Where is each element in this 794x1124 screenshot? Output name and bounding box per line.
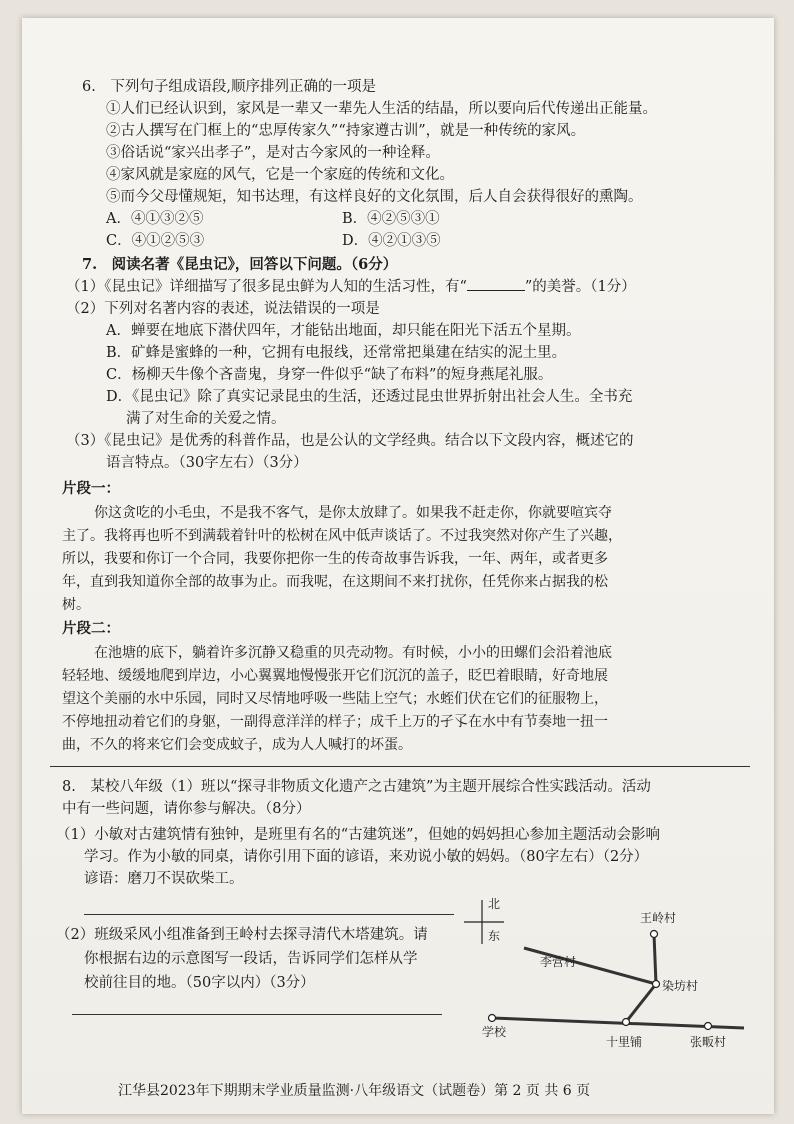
q8-stem-line1: 8. 某校八年级（1）班以“探寻非物质文化遗产之古建筑”为主题开展综合性实践活动。活动 bbox=[62, 779, 651, 795]
compass-east-label: 东 bbox=[488, 929, 501, 943]
q8-sub1-line1: （1）小敏对古建筑情有独钟，是班里有名的“古建筑迷”，但她的妈妈担心参加主题活动会影响 bbox=[56, 827, 661, 843]
node-shilipu bbox=[623, 1019, 630, 1026]
q7-stem: 7. 阅读名著《昆虫记》，回答以下问题。（6分） bbox=[82, 256, 398, 273]
q6-option-c: C．④①②⑤③ bbox=[106, 233, 205, 249]
place-label: 李营村 bbox=[540, 955, 577, 969]
fragment-2-title: 片段二： bbox=[62, 620, 120, 637]
q6-option-b: B．④②⑤③① bbox=[342, 211, 440, 227]
q6-stem: 6. 下列句子组成语段,顺序排列正确的一项是 bbox=[82, 79, 376, 95]
compass-north-label: 北 bbox=[488, 897, 501, 911]
fragment-1-line: 年，直到我知道你全部的故事为止。而我呢，在这期间不来打扰你，任凭你来占据我的松 bbox=[62, 574, 608, 590]
q8-stem-line2: 中有一些问题，请你参与解决。（8分） bbox=[62, 801, 311, 817]
q8-sub2-line2: 你根据右边的示意图写一段话，告诉同学们怎样从学 bbox=[84, 951, 418, 967]
q7-option-b: B．矿蜂是蜜蜂的一种，它拥有电报线，还常常把巢建在结实的泥土里。 bbox=[106, 345, 567, 361]
fragment-1-line: 主了。我将再也听不到满载着针叶的松树在风中低声谈话了。不过我突然对你产生了兴趣， bbox=[62, 528, 622, 544]
fragment-1-line: 所以，我要和你订一个合同，我要你把你一生的传奇故事告诉我，一年、两年，或者更多 bbox=[62, 551, 608, 567]
node-ranfang bbox=[653, 981, 660, 988]
fragment-2-line: 在池塘的底下，躺着许多沉静又稳重的贝壳动物。有时候，小小的田螺们会沿着池底 bbox=[94, 645, 612, 661]
node-school bbox=[489, 1015, 496, 1022]
q7-sub2: （2）下列对名著内容的表述，说法错误的一项是 bbox=[66, 301, 380, 317]
q8-sub1-proverb: 谚语：磨刀不误砍柴工。 bbox=[84, 871, 244, 887]
road-shilipu bbox=[626, 984, 656, 1022]
q7-sub1-post: ”的美誉。（1分） bbox=[524, 279, 636, 295]
answer-line bbox=[84, 914, 454, 915]
q6-sentence-4: ④家风就是家庭的风气，它是一个家庭的传统和文化。 bbox=[106, 167, 454, 183]
place-label: 王岭村 bbox=[640, 911, 677, 925]
fragment-2-line: 轻轻地、缓缓地爬到岸边，小心翼翼地慢慢张开它们沉沉的盖子，眨巴着眼睛，好奇地展 bbox=[62, 668, 608, 684]
answer-line bbox=[72, 1014, 442, 1015]
route-map bbox=[462, 894, 758, 1058]
q6-sentence-2: ②古人撰写在门框上的“忠厚传家久”“持家遵古训”，就是一种传统的家风。 bbox=[106, 123, 586, 139]
node-zhangfan bbox=[705, 1023, 712, 1030]
q6-sentence-1: ①人们已经认识到，家风是一辈又一辈先人生活的结晶，所以要向后代传递出正能量。 bbox=[106, 101, 657, 117]
answer-blank bbox=[467, 277, 525, 291]
q7-sub1-pre: （1）《昆虫记》详细描写了很多昆虫鲜为人知的生活习性，有“ bbox=[66, 279, 467, 295]
q7-option-d-line1: D．《昆虫记》除了真实记录昆虫的生活，还透过昆虫世界折射出社会人生。全书充 bbox=[106, 389, 633, 405]
q6-sentence-3: ③俗话说“家兴出孝子”，是对古今家风的一种诠释。 bbox=[106, 145, 440, 161]
q7-option-a: A．蝉要在地底下潜伏四年，才能钻出地面，却只能在阳光下活五个星期。 bbox=[106, 323, 581, 339]
q7-sub1 bbox=[66, 276, 636, 298]
fragment-2-line: 望这个美丽的水中乐园，同时又尽情地呼吸一些陆上空气；水蛭们伏在它们的征服物上， bbox=[62, 691, 608, 707]
q8-sub1-line2: 学习。作为小敏的同桌，请你引用下面的谚语，来劝说小敏的妈妈。（80字左右）（2分） bbox=[84, 849, 649, 865]
place-label: 张畈村 bbox=[690, 1035, 727, 1049]
fragment-1-line: 你这贪吃的小毛虫，不是我不客气，是你太放肆了。如果我不赶走你，你就要喧宾夺 bbox=[94, 505, 612, 521]
place-label: 染坊村 bbox=[662, 979, 699, 993]
page-footer: 江华县2023年下期期末学业质量监测·八年级语文（试题卷）第 2 页 共 6 页 bbox=[118, 1083, 591, 1099]
q7-option-d-line2: 满了对生命的关爱之情。 bbox=[126, 411, 286, 427]
place-label: 十里铺 bbox=[606, 1035, 643, 1049]
q6-option-d: D．④②①③⑤ bbox=[342, 233, 441, 249]
node-wangling bbox=[651, 931, 658, 938]
q8-sub2-line1: （2）班级采风小组准备到王岭村去探寻清代木塔建筑。请 bbox=[56, 927, 428, 943]
road-wangling bbox=[654, 934, 656, 984]
exam-page bbox=[22, 18, 774, 1114]
q6-option-a: A．④①③②⑤ bbox=[106, 211, 204, 227]
q7-sub3-line2: 语言特点。（30字左右）（3分） bbox=[106, 455, 308, 471]
fragment-2-line: 曲，不久的将来它们会变成蚊子，成为人人喊打的坏蛋。 bbox=[62, 737, 412, 753]
fragment-1-line: 树。 bbox=[62, 597, 90, 613]
fragment-1-title: 片段一： bbox=[62, 480, 120, 497]
q8-sub2-line3: 校前往目的地。（50字以内）（3分） bbox=[84, 975, 315, 991]
place-label: 学校 bbox=[482, 1025, 507, 1039]
section-divider bbox=[50, 766, 750, 767]
q7-sub3-line1: （3）《昆虫记》是优秀的科普作品，也是公认的文学经典。结合以下文段内容，概述它的 bbox=[66, 433, 634, 449]
q7-option-c: C．杨柳天牛像个吝啬鬼，身穿一件似乎“缺了布料”的短身燕尾礼服。 bbox=[106, 367, 553, 383]
fragment-2-line: 不停地扭动着它们的身躯，一副得意洋洋的样子；成千上万的孑孓在水中有节奏地一扭一 bbox=[62, 714, 608, 730]
q6-sentence-5: ⑤而今父母懂规矩，知书达理，有这样良好的文化氛围，后人自会获得很好的熏陶。 bbox=[106, 189, 643, 205]
